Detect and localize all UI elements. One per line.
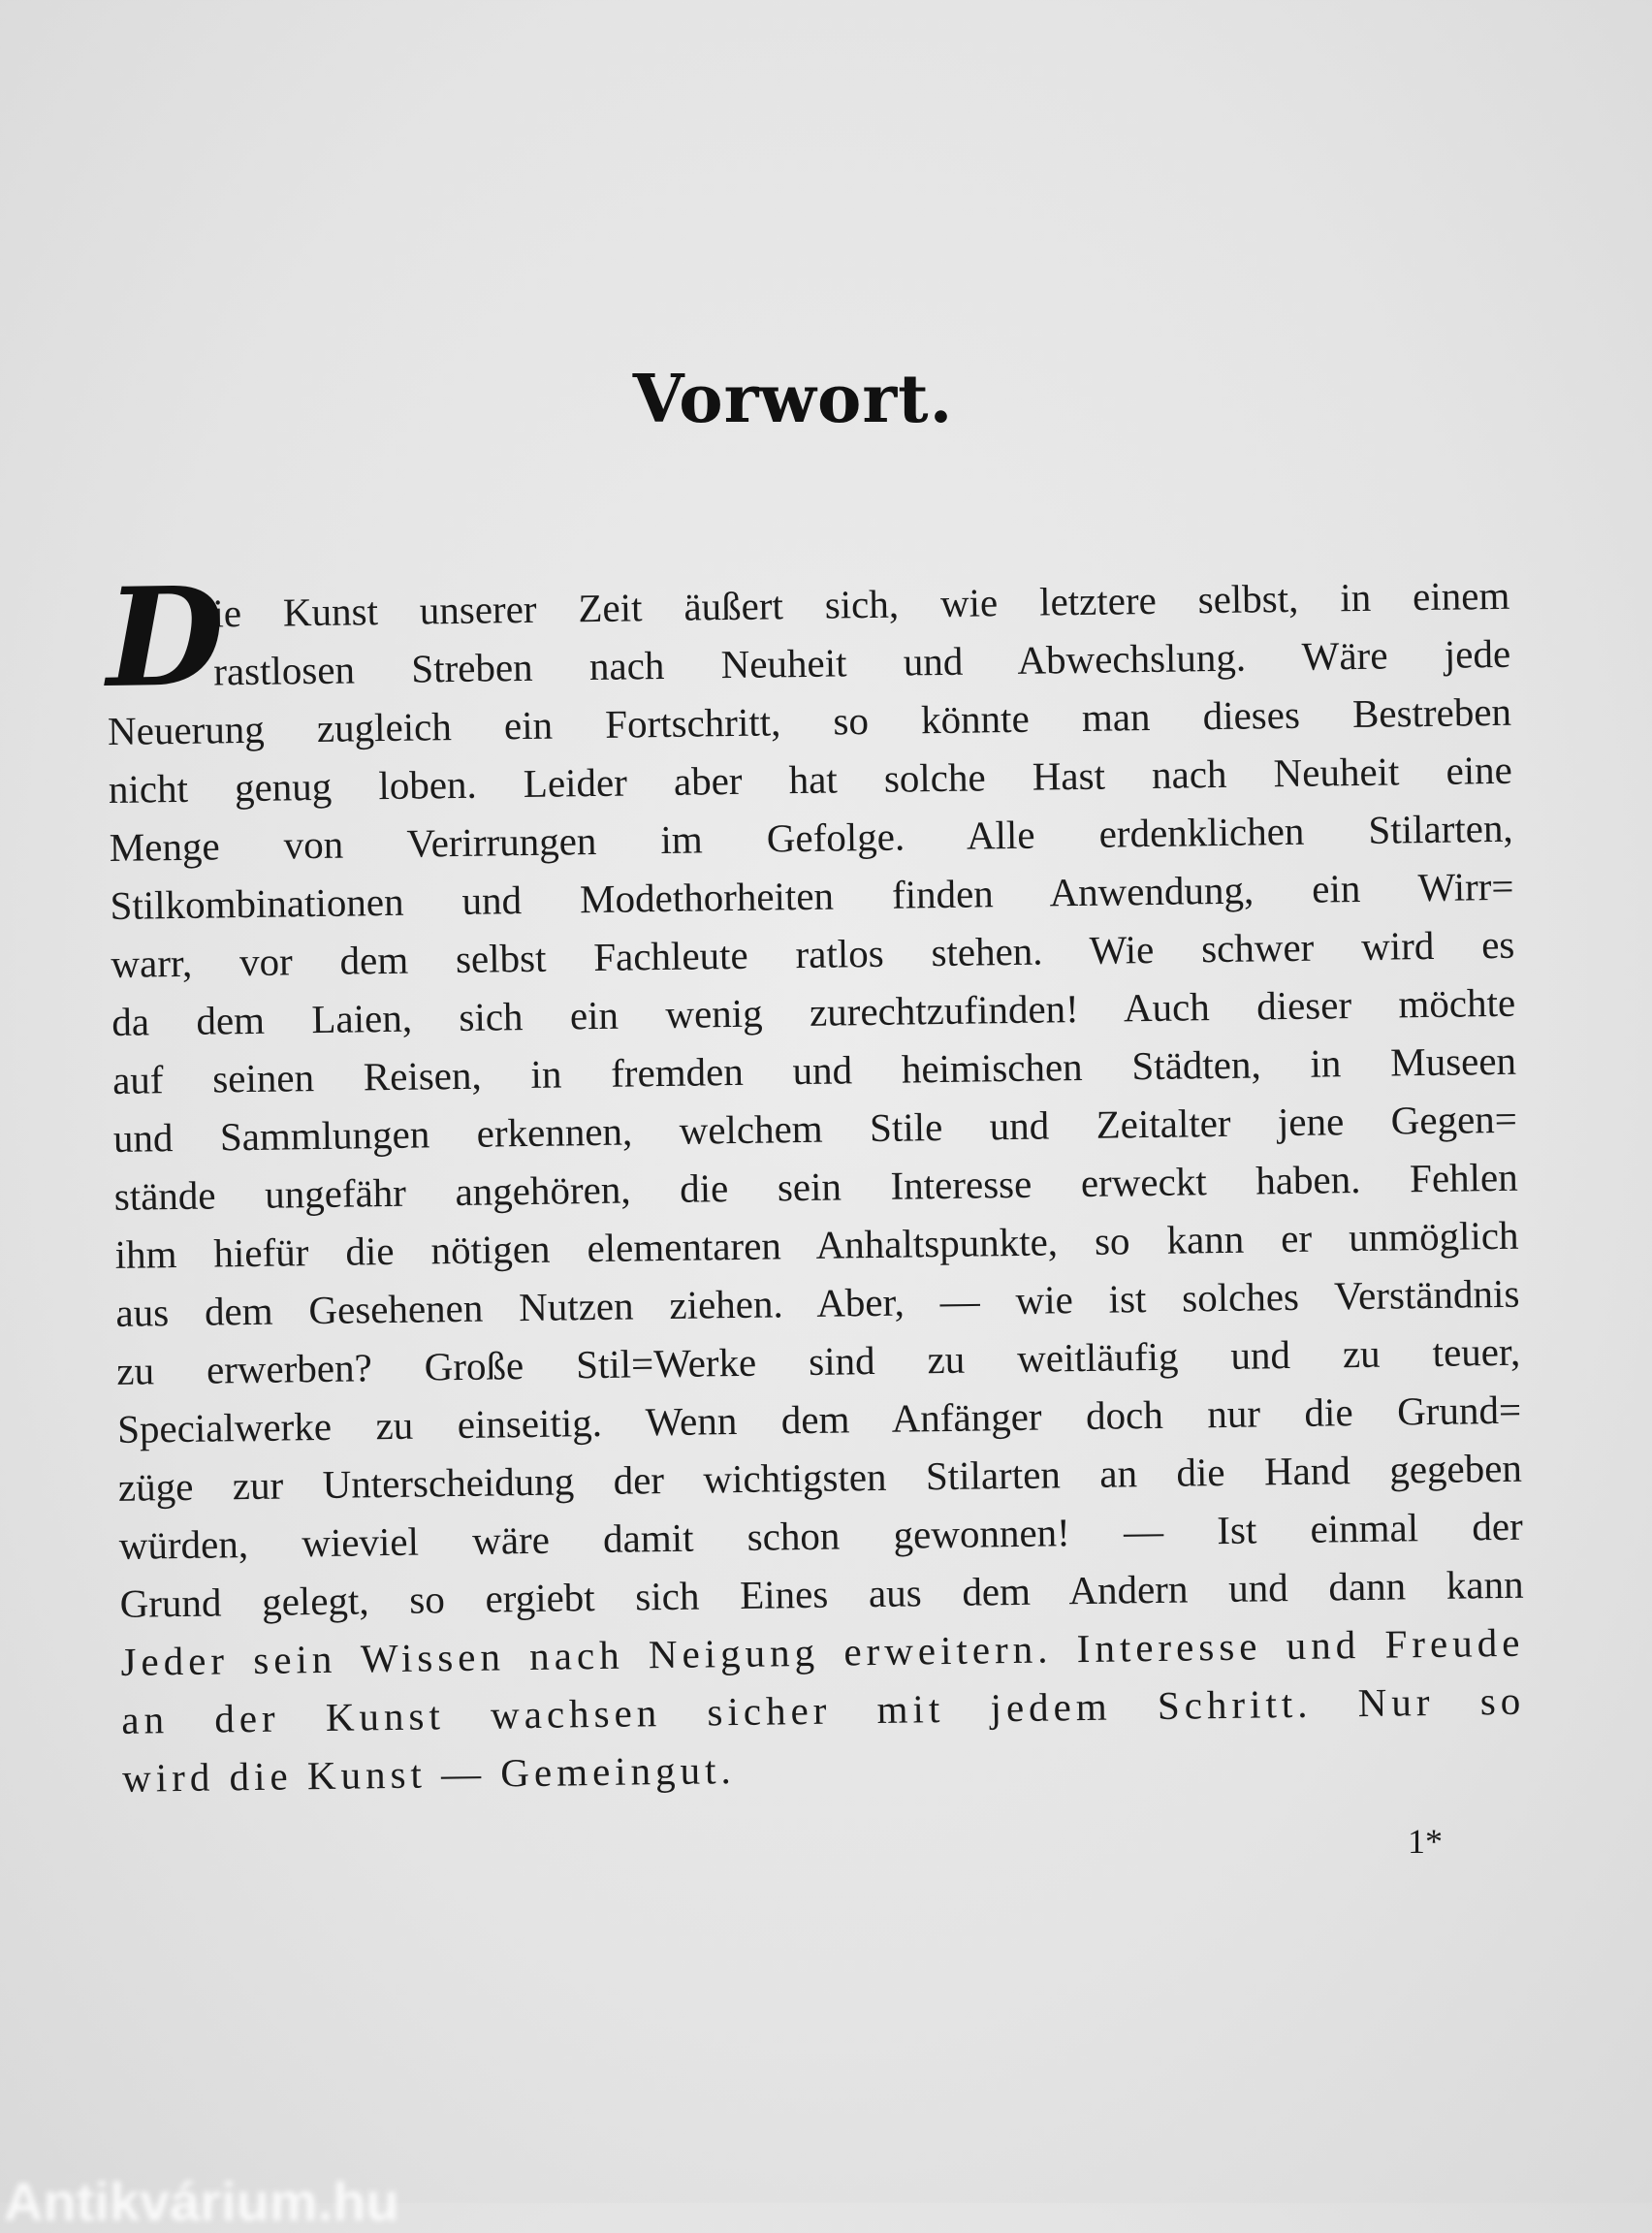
text-line: wird die Kunst — Gemeingut. (121, 1747, 737, 1801)
text-line: nicht genug loben. Leider aber hat solche Hast nach Neuheit eine (108, 747, 1513, 812)
text-line: Jeder sein Wissen nach Neigung erweitern. Interesse und Freude (120, 1619, 1525, 1684)
text-line: und Sammlungen erkennen, welchem Stile und Zeitalter jene Gegen= (112, 1096, 1518, 1161)
text-line: warr, vor dem selbst Fachleute ratlos stehen. Wie schwer wird es (111, 921, 1515, 986)
text-line: auf seinen Reisen, in fremden und heimischen Städten, in Museen (111, 1037, 1517, 1102)
text-line: Menge von Verirrungen im Gefolge. Alle erdenklichen Stilarten, (109, 805, 1513, 870)
text-line: Stilkombinationen und Modethorheiten finden Anwendung, ein Wirr= (110, 863, 1514, 928)
text-line: Specialwerke zu einseitig. Wenn dem Anfänger doch nur die Grund= (116, 1387, 1522, 1451)
page-number: 1* (1408, 1822, 1443, 1861)
text-line: züge zur Unterscheidung der wichtigsten Stilarten an die Hand gegeben (117, 1445, 1523, 1510)
watermark: Antikvárium.hu (4, 2171, 399, 2232)
preface-body (105, 558, 1526, 1807)
text-line: zu erwerben? Große Stil=Werke sind zu weitläufig und zu teuer, (115, 1328, 1521, 1393)
text-line: rastlosen Streben nach Neuheit und Abwechslung. Wäre jede (212, 630, 1511, 694)
page-title: Vorwort. (632, 361, 954, 438)
text-line: ihm hiefür die nötigen elementaren Anhaltspunkte, so kann er unmöglich (114, 1212, 1519, 1277)
text-line: Grund gelegt, so ergiebt sich Eines aus dem Andern und dann kann (119, 1561, 1524, 1626)
text-line: Neuerung zugleich ein Fortschritt, so könnte man dieses Bestreben (107, 688, 1512, 753)
drop-cap: D (105, 558, 226, 718)
text-line: aus dem Gesehenen Nutzen ziehen. Aber, — wie ist solches Verständnis (115, 1270, 1520, 1335)
text-line: da dem Laien, sich ein wenig zurechtzufinden! Auch dieser möchte (111, 979, 1516, 1044)
text-line: würden, wieviel wäre damit schon gewonnen! — Ist einmal der (118, 1503, 1524, 1568)
text-line: ie Kunst unserer Zeit äußert sich, wie letztere selbst, in einem (212, 572, 1510, 636)
text-line: stände ungefähr angehören, die sein Interesse erweckt haben. Fehlen (113, 1154, 1518, 1219)
text-line: an der Kunst wachsen sicher mit jedem Schritt. Nur so (121, 1677, 1526, 1742)
